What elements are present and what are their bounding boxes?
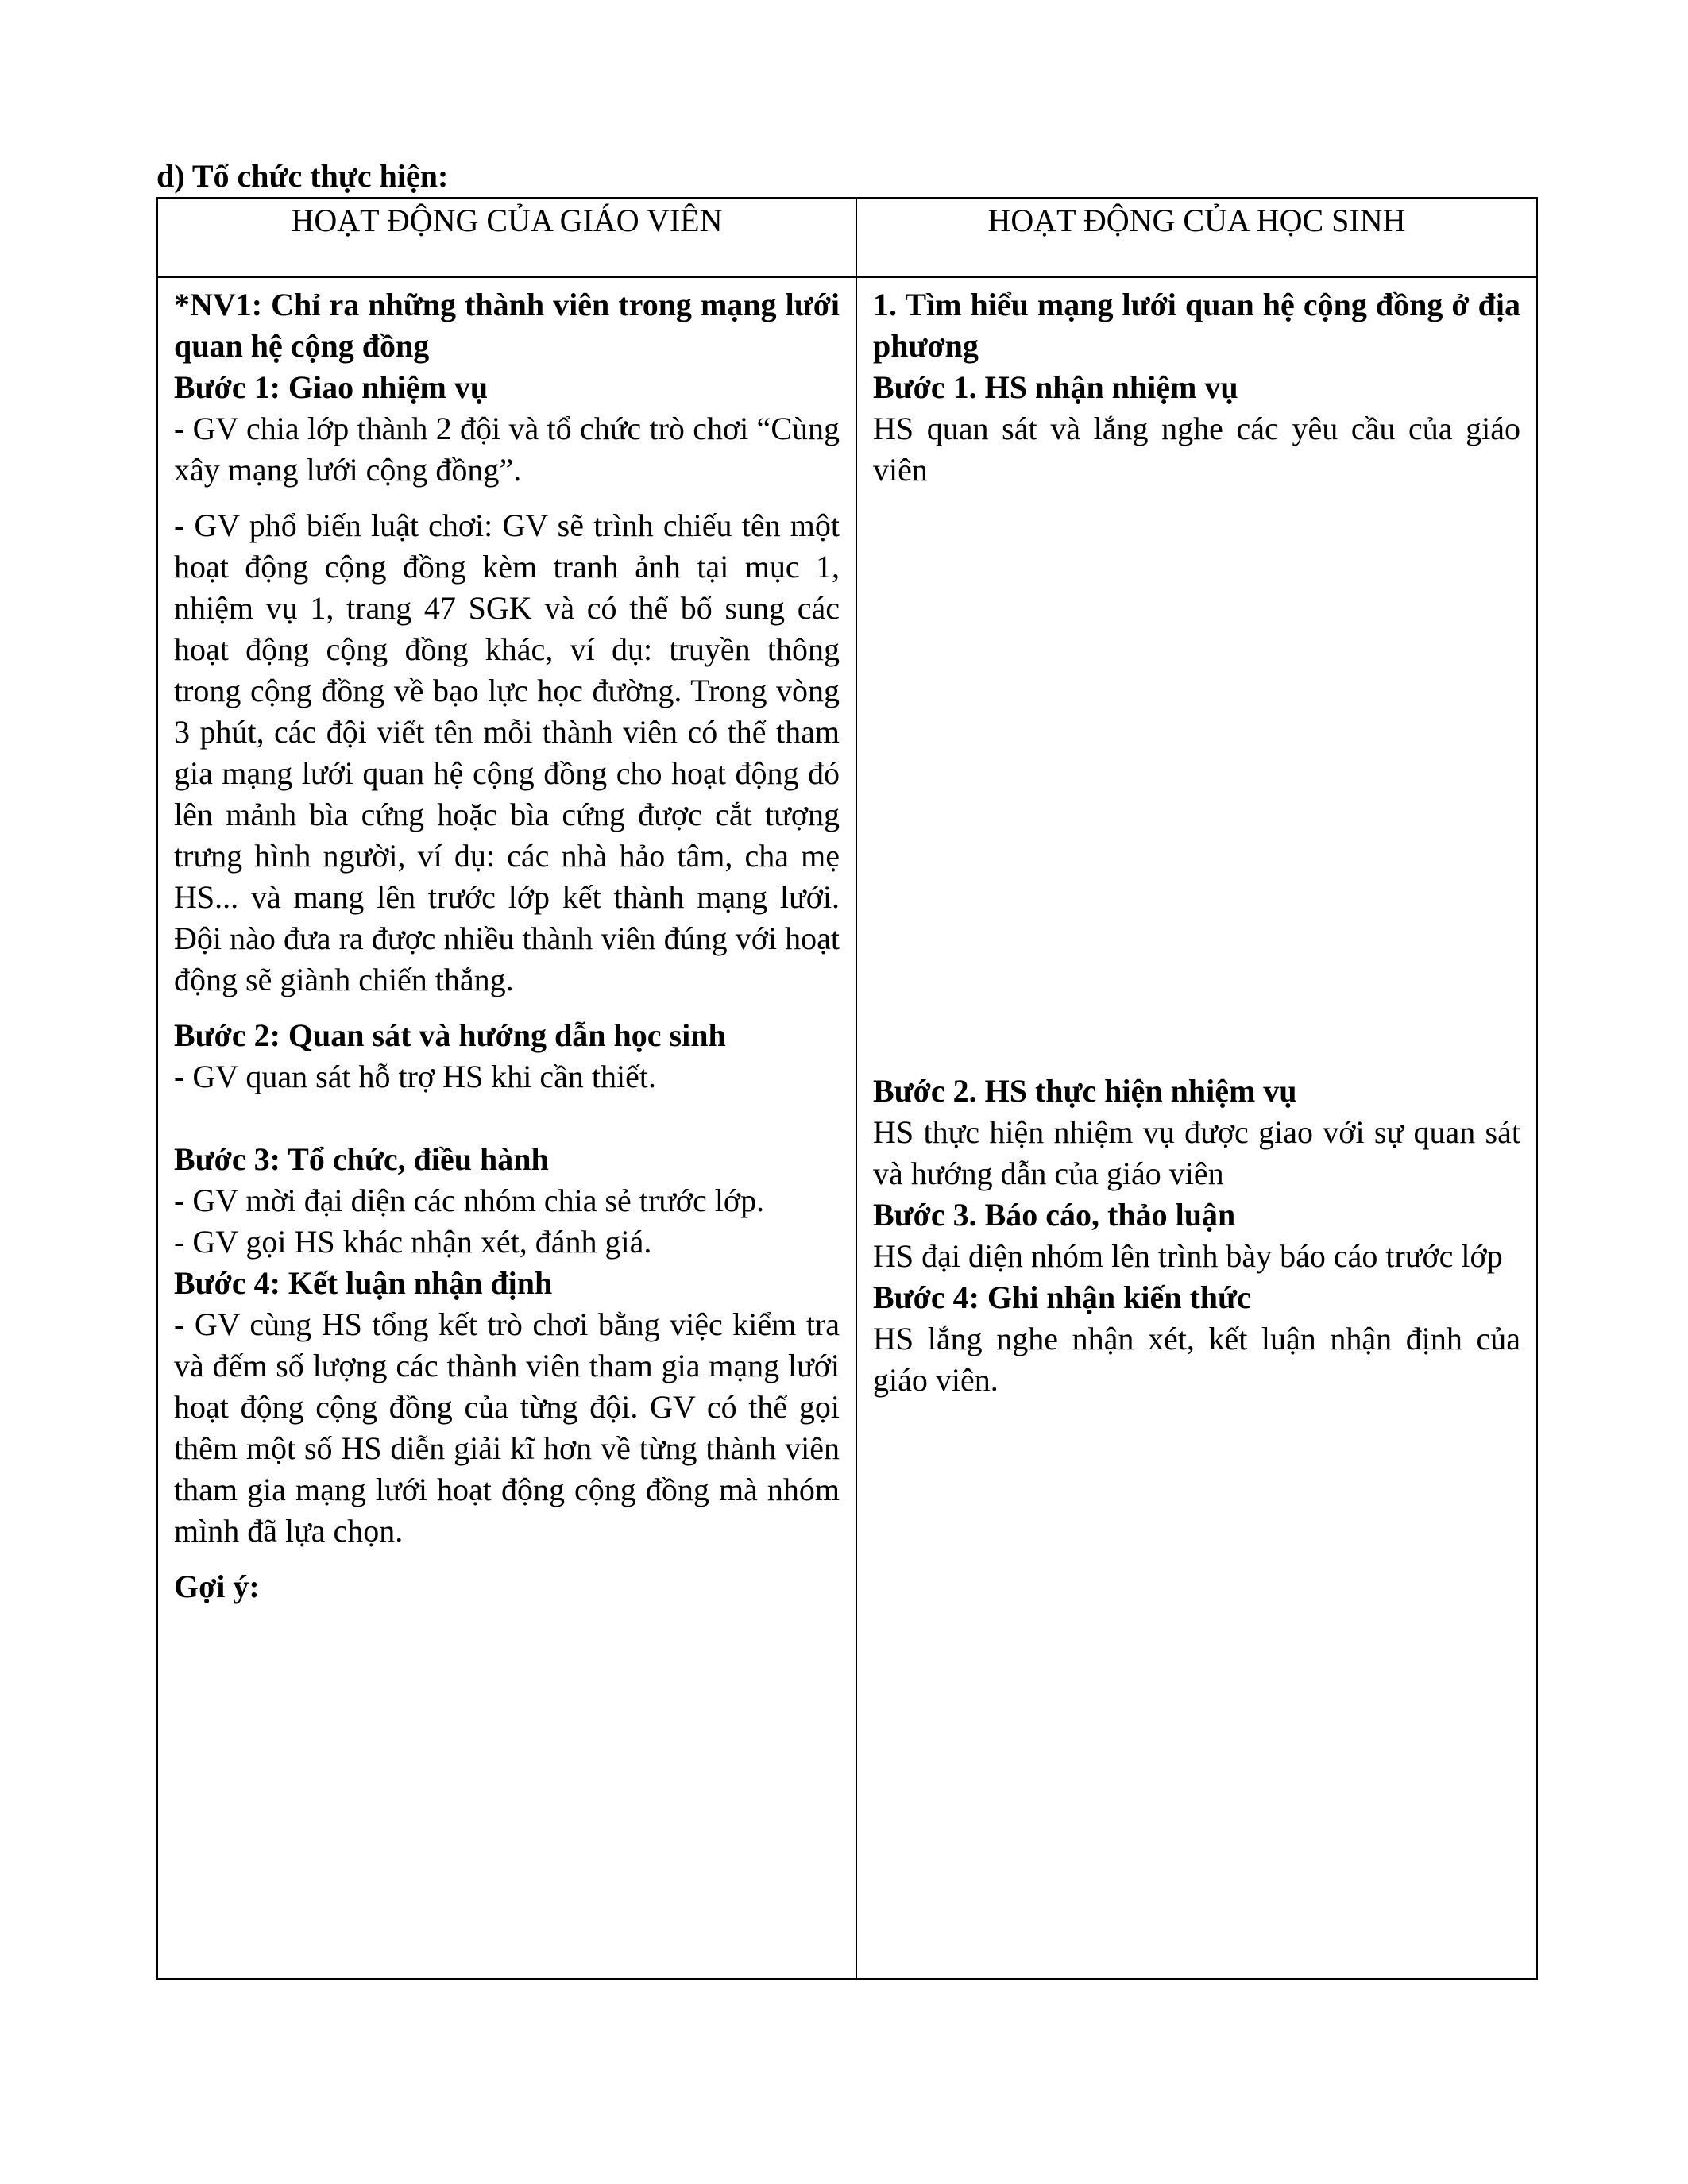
teacher-step3-text-2: - GV gọi HS khác nhận xét, đánh giá. [174,1224,652,1260]
student-step1-title: Bước 1. HS nhận nhiệm vụ [873,369,1238,405]
teacher-column-header [157,198,856,277]
student-step3-title: Bước 3. Báo cáo, thảo luận [873,1197,1236,1233]
activity-table [156,197,1538,1980]
teacher-task-title: *NV1: Chỉ ra những thành viên trong mạng lưới quan hệ cộng đồng [174,287,840,364]
student-step4-title: Bước 4: Ghi nhận kiến thức [873,1279,1251,1315]
teacher-column-title: HOẠT ĐỘNG CỦA GIÁO VIÊN [291,203,723,238]
teacher-step1-title: Bước 1: Giao nhiệm vụ [174,369,489,405]
student-step2-title: Bước 2. HS thực hiện nhiệm vụ [873,1073,1297,1109]
teacher-step4-text: - GV cùng HS tổng kết trò chơi bằng việc kiểm tra và đếm số lượng các thành viên tham gia mạng lưới hoạt động cộng đồng của từng đội. GV có thể gọi thêm một số HS diễn giải kĩ hơn về từng thành viên tham gia mạng lưới hoạt động cộng đồng mà nhóm mình đã lựa chọn. [174,1306,840,1549]
student-section-title: 1. Tìm hiểu mạng lưới quan hệ cộng đồng ở địa phương [873,287,1520,364]
student-activities-cell [856,277,1537,1979]
teacher-step3-text-1: - GV mời đại diện các nhóm chia sẻ trước lớp. [174,1183,765,1218]
teacher-step2-text: - GV quan sát hỗ trợ HS khi cần thiết. [174,1059,656,1094]
student-step1-text: HS quan sát và lắng nghe các yêu cầu của giáo viên [873,411,1520,488]
table-header-row [157,198,1537,277]
student-step4-text: HS lắng nghe nhận xét, kết luận nhận định của giáo viên. [873,1321,1520,1398]
teacher-step1-text: - GV chia lớp thành 2 đội và tổ chức trò chơi “Cùng xây mạng lưới cộng đồng”. [174,411,840,488]
teacher-step2-title: Bước 2: Quan sát và hướng dẫn học sinh [174,1017,726,1053]
teacher-step4-title: Bước 4: Kết luận nhận định [174,1265,553,1301]
student-column-header [856,198,1537,277]
teacher-step3-title: Bước 3: Tổ chức, điều hành [174,1141,549,1177]
teacher-hint-label: Gợi ý: [174,1569,260,1604]
student-step2-text: HS thực hiện nhiệm vụ được giao với sự quan sát và hướng dẫn của giáo viên [873,1114,1520,1191]
table-row [157,277,1537,1979]
section-heading: d) Tổ chức thực hiện: [156,158,449,194]
teacher-activities-cell [157,277,856,1979]
teacher-step1-rules: - GV phổ biến luật chơi: GV sẽ trình chiếu tên một hoạt động cộng đồng kèm tranh ảnh tại mục 1, nhiệm vụ 1, trang 47 SGK và có thể bổ sung các hoạt động cộng đồng khác, ví dụ: truyền thông trong cộng đồng về bạo lực học đường. Trong vòng 3 phút, các đội viết tên mỗi thành viên có thể tham gia mạng lưới quan hệ cộng đồng cho hoạt động đó lên mảnh bìa cứng hoặc bìa cứng được cắt tượng trưng hình người, ví dụ: các nhà hảo tâm, cha mẹ HS... và mang lên trước lớp kết thành mạng lưới. Đội nào đưa ra được nhiều thành viên đúng với hoạt động sẽ giành chiến thắng. [174,507,840,997]
student-column-title: HOẠT ĐỘNG CỦA HỌC SINH [987,203,1406,238]
student-step3-text: HS đại diện nhóm lên trình bày báo cáo trước lớp [873,1238,1503,1274]
